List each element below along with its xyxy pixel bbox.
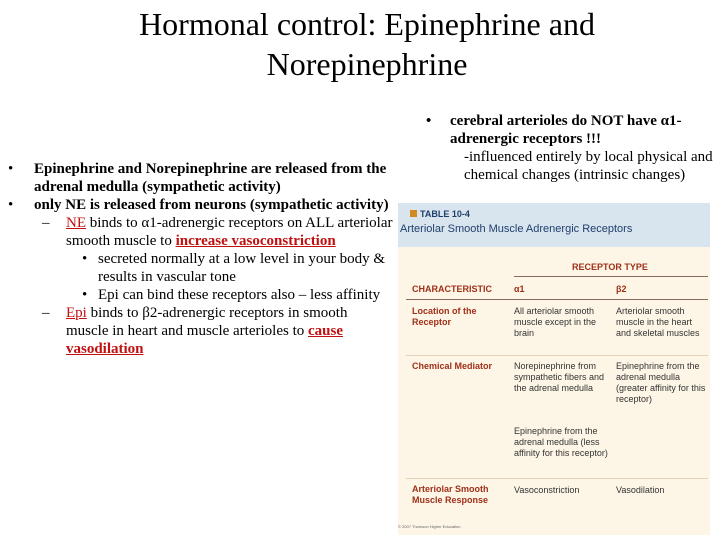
table-caption: Arteriolar Smooth Muscle Adrenergic Receptors (400, 223, 633, 235)
divider (406, 355, 708, 356)
receptor-table (398, 203, 710, 535)
dash-marker: – (42, 305, 50, 321)
dash-marker: – (42, 215, 50, 231)
row-label: Chemical Mediator (412, 361, 493, 371)
sub-secreted-normally (8, 250, 393, 286)
table-number-label: TABLE 10-4 (420, 209, 470, 219)
bullet-ne-neurons: • only NE is released from neurons (sympathetic activity) (8, 196, 393, 214)
bullet-epinephrine-release: • Epinephrine and Norepinephrine are released from the adrenal medulla (sympathetic activity) (8, 160, 393, 196)
cerebral-note: -influenced entirely by local physical and chemical changes (intrinsic changes) (464, 149, 713, 183)
table-cell: Arteriolar smooth muscle in the heart and skeletal muscles (616, 306, 700, 338)
epi-affinity-text: Epi can bind these receptors also – less affinity (98, 287, 381, 303)
sub-ne-binds (8, 214, 393, 250)
table-cell: Vasodilation (616, 485, 665, 495)
table-header (398, 203, 710, 247)
divider (514, 276, 708, 277)
table-square-icon (410, 210, 417, 217)
table-cell: Epinephrine from the adrenal medulla (less affinity for this receptor) (514, 426, 608, 458)
bullet-cerebral: • cerebral arterioles do NOT have α1-adrenergic receptors !!! (426, 112, 716, 148)
divider (406, 299, 708, 300)
epi-binds-text: binds to β2-adrenergic receptors in smooth muscle in heart and muscle arterioles to (66, 305, 348, 339)
slide-title: Hormonal control: Epinephrine and Norepinephrine (139, 6, 595, 82)
table-cell: All arteriolar smooth muscle except in the brain (514, 306, 597, 338)
table-cell: Vasoconstriction (514, 485, 580, 495)
bullet-dot-icon: • (82, 287, 88, 303)
divider (406, 478, 708, 479)
bullet-dot-icon: • (82, 251, 88, 267)
cause-vasodilation: cause vasodilation (66, 323, 343, 357)
row-label: Arteriolar Smooth Muscle Response (412, 484, 489, 505)
table-number (410, 209, 470, 219)
copyright: © 2007 Thomson Higher Education (398, 524, 461, 529)
epi-highlight: Epi (66, 305, 87, 321)
secreted-text: secreted normally at a low level in your body & results in vascular tone (98, 251, 385, 285)
sub-epi-affinity (8, 286, 393, 304)
increase-vasoconstriction: increase vasoconstriction (175, 233, 336, 249)
sub-epi-binds (8, 304, 393, 358)
col-alpha1: α1 (514, 284, 525, 294)
table-cell: Norepinephrine from sympathetic fibers and the adrenal medulla (514, 361, 605, 393)
ne-highlight: NE (66, 215, 86, 231)
right-content (426, 112, 716, 184)
row-label: Location of the Receptor (412, 306, 477, 327)
left-content (8, 160, 393, 358)
col-characteristic: CHARACTERISTIC (412, 284, 492, 294)
col-beta2: β2 (616, 284, 627, 294)
receptor-type-header: RECEPTOR TYPE (572, 262, 648, 272)
table-cell: Epinephrine from the adrenal medulla (greater affinity for this receptor) (616, 361, 706, 404)
ne-binds-text: binds to α1-adrenergic receptors on ALL arteriolar smooth muscle to (66, 215, 393, 249)
